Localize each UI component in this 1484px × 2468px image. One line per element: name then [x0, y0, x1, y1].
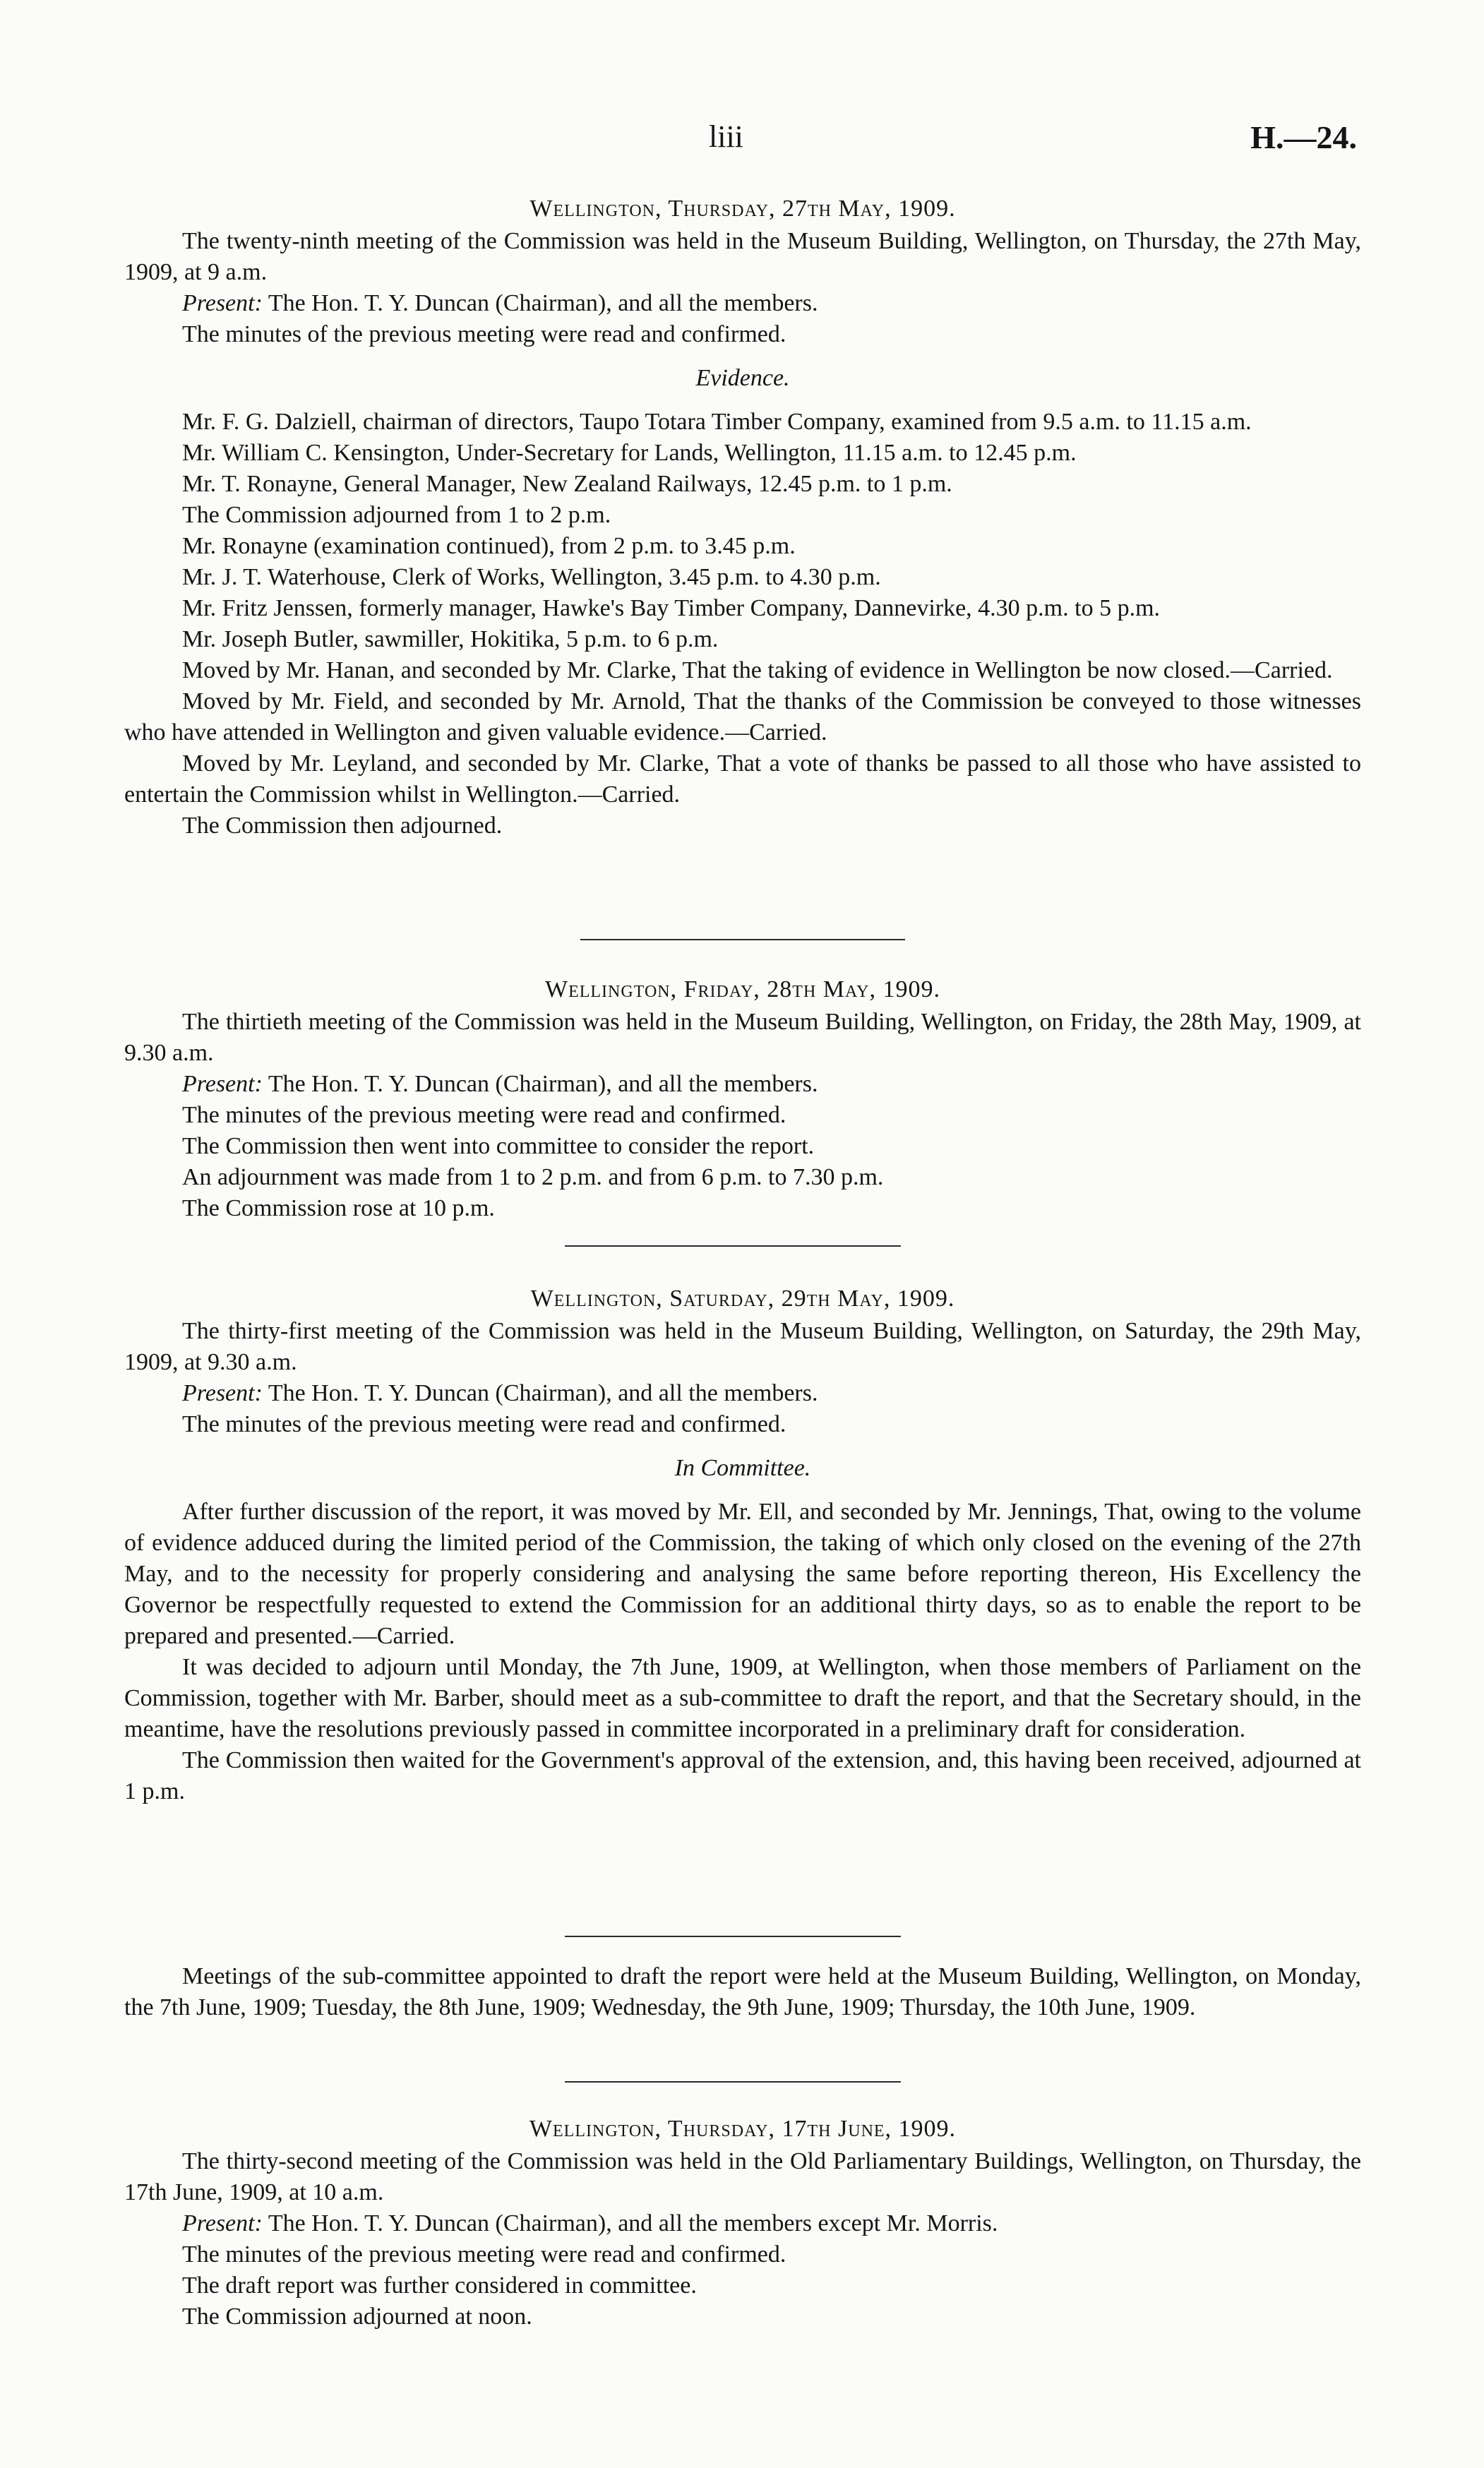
present-text: The Hon. T. Y. Duncan (Chairman), and all the members except Mr. Morris.	[268, 2210, 998, 2236]
present-line	[124, 2208, 1361, 2239]
committee-subheading: In Committee.	[674, 1455, 811, 1481]
section-29-may	[124, 1283, 1361, 1807]
section-17-june	[124, 2114, 1361, 2332]
present-label: Present:	[182, 2210, 263, 2236]
committee-paragraph: The Commission then waited for the Government's approval of the extension, and, this having been received, adjourned at 1 p.m.	[124, 1747, 1361, 1804]
minutes-line: The minutes of the previous meeting were read and confirmed.	[182, 2241, 786, 2268]
present-text: The Hon. T. Y. Duncan (Chairman), and all the members.	[268, 1380, 818, 1406]
present-line	[124, 1069, 1361, 1100]
committee-paragraph: It was decided to adjourn until Monday, the 7th June, 1909, at Wellington, when those members of Parliament on the Commission, together with Mr. Barber, should meet as a sub-committee to draft the report, and that the Secretary should, in the meantime, have the resolutions previously passed in committee incorporated in a preliminary draft for consideration.	[124, 1654, 1361, 1742]
present-label: Present:	[182, 1071, 263, 1097]
present-label: Present:	[182, 290, 263, 316]
present-line	[124, 288, 1361, 319]
section-27-may	[124, 193, 1361, 841]
meeting-paragraph: The thirty-second meeting of the Commission was held in the Old Parliamentary Buildings, Wellington, on Thursday, the 17th June, 1909, at 10 a.m.	[124, 2148, 1361, 2205]
present-line	[124, 1378, 1361, 1409]
present-text: The Hon. T. Y. Duncan (Chairman), and all the members.	[268, 290, 818, 316]
meeting-paragraph: The thirtieth meeting of the Commission was held in the Museum Building, Wellington, on Friday, the 28th May, 1909, at 9.30 a.m.	[124, 1009, 1361, 1066]
section-divider	[565, 1936, 901, 1937]
evidence-item: Mr. T. Ronayne, General Manager, New Zealand Railways, 12.45 p.m. to 1 p.m.	[182, 471, 952, 497]
minutes-line: The minutes of the previous meeting were read and confirmed.	[182, 321, 786, 347]
evidence-subheading: Evidence.	[695, 365, 790, 391]
adjourned-line: The Commission adjourned at noon.	[182, 2304, 532, 2330]
present-text: The Hon. T. Y. Duncan (Chairman), and all the members.	[268, 1071, 818, 1097]
section-divider	[580, 939, 905, 940]
adjourned-line: The Commission then adjourned.	[182, 813, 503, 839]
minutes-line: The minutes of the previous meeting were read and confirmed.	[182, 1102, 786, 1128]
section-divider	[565, 2081, 901, 2083]
paper-code: H.—24.	[1250, 119, 1357, 155]
evidence-item: The Commission adjourned from 1 to 2 p.m.	[182, 502, 611, 528]
section-heading: Wellington, Saturday, 29th May, 1909.	[530, 1286, 955, 1312]
motion-paragraph: Moved by Mr. Field, and seconded by Mr. Arnold, That the thanks of the Commission be conveyed to those witnesses who have attended in Wellington and given valuable evidence.—Carried.	[124, 688, 1361, 745]
adjournment-line: An adjournment was made from 1 to 2 p.m. and from 6 p.m. to 7.30 p.m.	[182, 1164, 884, 1190]
section-heading: Wellington, Thursday, 27th May, 1909.	[529, 196, 956, 222]
motion-paragraph: Moved by Mr. Leyland, and seconded by Mr. Clarke, That a vote of thanks be passed to all those who have assisted to entertain the Commission whilst in Wellington.—Carried.	[124, 750, 1361, 808]
evidence-item: Mr. F. G. Dalziell, chairman of directors, Taupo Totara Timber Company, examined from 9.5 a.m. to 11.15 a.m.	[182, 409, 1252, 435]
sub-committee-paragraph: Meetings of the sub-committee appointed to draft the report were held at the Museum Building, Wellington, on Monday, the 7th June, 1909; Tuesday, the 8th June, 1909; Wednesday, the 9th June, 1909; Thursday, the 10th June, 1909.	[124, 1963, 1361, 2020]
evidence-item: Mr. Fritz Jenssen, formerly manager, Hawke's Bay Timber Company, Dannevirke, 4.30 p.m. to 5 p.m.	[182, 595, 1161, 621]
page-number: liii	[709, 119, 743, 154]
evidence-item: Mr. Ronayne (examination continued), from 2 p.m. to 3.45 p.m.	[182, 533, 796, 559]
meeting-paragraph: The thirty-first meeting of the Commission was held in the Museum Building, Wellington, on Saturday, the 29th May, 1909, at 9.30 a.m.	[124, 1318, 1361, 1375]
section-heading: Wellington, Thursday, 17th June, 1909.	[529, 2116, 957, 2142]
committee-line: The Commission then went into committee to consider the report.	[182, 1133, 815, 1159]
minutes-line: The minutes of the previous meeting were read and confirmed.	[182, 1411, 786, 1437]
section-divider	[565, 1245, 901, 1247]
present-label: Present:	[182, 1380, 263, 1406]
section-28-may	[124, 974, 1361, 1224]
meeting-paragraph: The twenty-ninth meeting of the Commission was held in the Museum Building, Wellington, on Thursday, the 27th May, 1909, at 9 a.m.	[124, 228, 1361, 285]
section-heading: Wellington, Friday, 28th May, 1909.	[544, 976, 940, 1002]
draft-line: The draft report was further considered in committee.	[182, 2272, 697, 2299]
committee-paragraph: After further discussion of the report, it was moved by Mr. Ell, and seconded by Mr. Jennings, That, owing to the volume of evidence adduced during the limited period of the Commission, the taking of which only closed on the evening of the 27th May, and to the necessity for properly considering and analysing the same before reporting thereon, His Excellency the Governor be respectfully requested to extend the Commission for an additional thirty days, so as to enable the report to be prepared and presented.—Carried.	[124, 1499, 1361, 1649]
evidence-item: Mr. William C. Kensington, Under-Secretary for Lands, Wellington, 11.15 a.m. to 12.45 p.m.	[182, 440, 1077, 466]
section-sub-committee	[124, 1961, 1361, 2023]
evidence-item: Mr. Joseph Butler, sawmiller, Hokitika, 5 p.m. to 6 p.m.	[182, 626, 719, 652]
evidence-item: Mr. J. T. Waterhouse, Clerk of Works, Wellington, 3.45 p.m. to 4.30 p.m.	[182, 564, 881, 590]
motion-paragraph: Moved by Mr. Hanan, and seconded by Mr. Clarke, That the taking of evidence in Wellington be now closed.—Carried.	[182, 657, 1333, 683]
rose-line: The Commission rose at 10 p.m.	[182, 1195, 495, 1221]
